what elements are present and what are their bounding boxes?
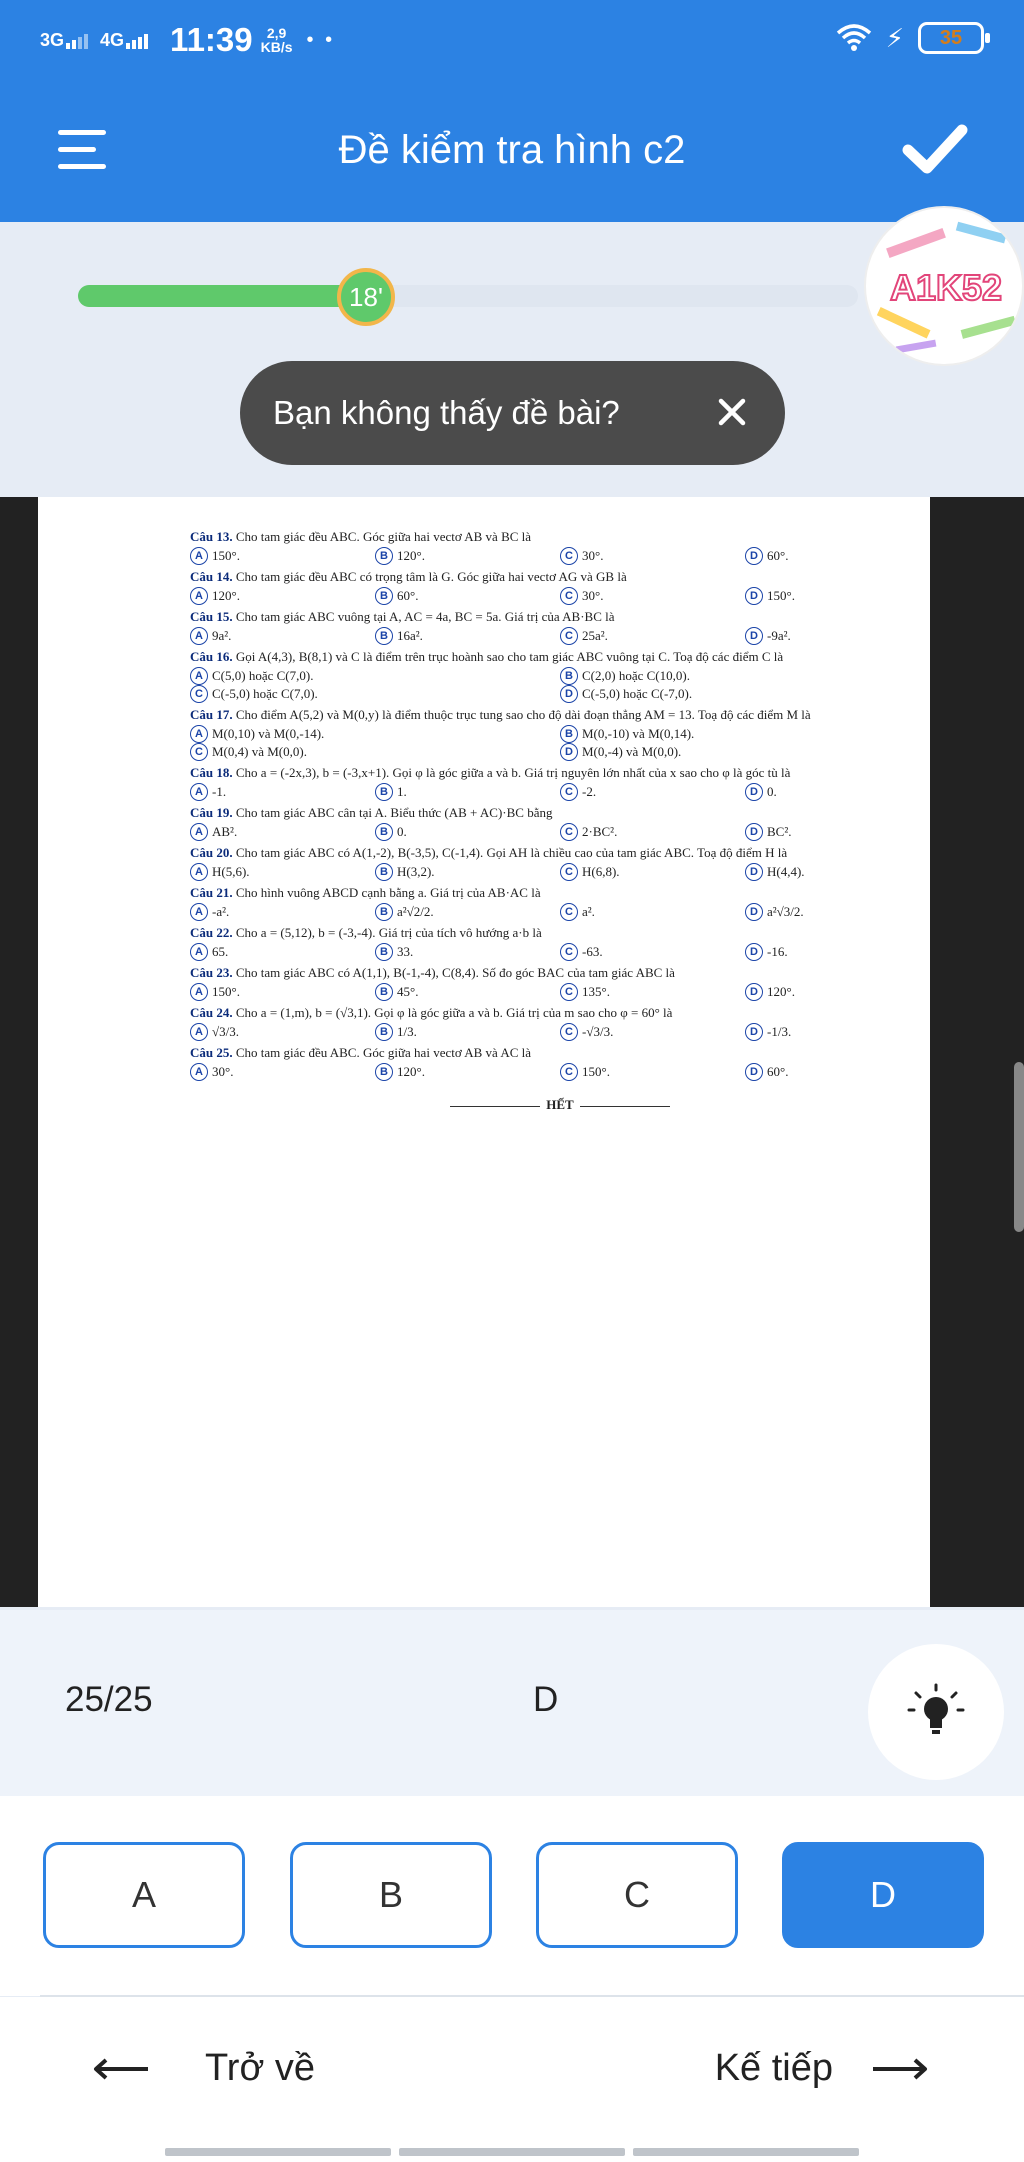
option — [745, 547, 930, 565]
question-text: Cho tam giác ABC vuông tại A, AC = 4a, BC = 5a. Giá trị của AB·BC là — [235, 609, 615, 624]
top-bar — [0, 0, 1024, 222]
option-letter: C — [560, 547, 578, 565]
option-letter: A — [190, 627, 208, 645]
system-nav-bar — [0, 2148, 1024, 2162]
option-letter: A — [190, 1063, 208, 1081]
option — [190, 725, 560, 743]
network-3g — [40, 31, 88, 49]
lightbulb-icon — [906, 1682, 966, 1742]
back-button[interactable] — [92, 2047, 315, 2090]
question-text: Cho tam giác ABC có A(1,-2), B(-3,5), C(-1,4). Gọi AH là chiều cao của tam giác ABC. Toạ độ điểm H là — [235, 845, 788, 860]
question-block — [190, 649, 930, 703]
question-number: Câu 13. — [190, 529, 233, 544]
option-letter: C — [560, 983, 578, 1001]
option-value: AB². — [212, 824, 238, 839]
next-button[interactable] — [715, 2047, 929, 2090]
missing-exam-toast[interactable] — [240, 361, 785, 465]
option-letter: D — [745, 823, 763, 841]
battery-icon — [918, 22, 984, 54]
question-text: Cho tam giác ABC có A(1,1), B(-1,-4), C(8,4). Số đo góc BAC của tam giác ABC là — [235, 965, 675, 980]
choice-b-button[interactable]: B — [290, 1842, 492, 1948]
question-stem — [190, 965, 930, 980]
option-letter: D — [745, 983, 763, 1001]
question-block — [190, 609, 930, 645]
option — [375, 627, 560, 645]
option-letter: A — [190, 863, 208, 881]
option-value: M(0,10) và M(0,-14). — [212, 726, 325, 741]
option-value: C(-5,0) hoặc C(7,0). — [212, 686, 318, 701]
question-block — [190, 1005, 930, 1041]
question-stem — [190, 845, 930, 860]
option — [375, 943, 560, 961]
question-block — [190, 805, 930, 841]
speed-value: 2,9 — [266, 25, 287, 41]
option — [745, 587, 930, 605]
option-letter: D — [560, 685, 578, 703]
option — [560, 1023, 745, 1041]
option-list — [190, 547, 930, 565]
charging-icon: ⚡ — [885, 22, 904, 53]
exam-viewer[interactable] — [0, 497, 1024, 1607]
question-block — [190, 569, 930, 605]
option-list — [190, 903, 930, 921]
option-value: 25a². — [582, 628, 608, 643]
option — [560, 627, 745, 645]
question-text: Cho a = (-2x,3), b = (-3,x+1). Gọi φ là góc giữa a và b. Giá trị nguyên lớn nhất của x sao cho φ là góc tù là — [235, 765, 791, 780]
page-title: Đề kiểm tra hình c2 — [338, 128, 686, 172]
option-value: 9a². — [212, 628, 232, 643]
option — [560, 587, 745, 605]
option-letter: B — [375, 547, 393, 565]
question-number: Câu 18. — [190, 765, 233, 780]
option — [560, 983, 745, 1001]
question-text: Cho hình vuông ABCD cạnh bằng a. Giá trị của AB·AC là — [235, 885, 541, 900]
option-value: 33. — [397, 944, 414, 959]
choice-a-button[interactable]: A — [43, 1842, 245, 1948]
option-letter: D — [745, 1023, 763, 1041]
arrow-left-icon — [92, 2058, 150, 2080]
option — [190, 547, 375, 565]
selected-answer: D — [533, 1680, 559, 1719]
question-text: Cho điểm A(5,2) và M(0,y) là điểm thuộc trục tung sao cho độ dài đoạn thẳng AM = 13. Toạ độ các điểm M là — [235, 707, 811, 722]
option-letter: B — [375, 783, 393, 801]
option-letter: A — [190, 587, 208, 605]
question-text: Cho tam giác ABC cân tại A. Biểu thức (AB + AC)·BC bằng — [235, 805, 553, 820]
option — [190, 1063, 375, 1081]
question-block — [190, 529, 930, 565]
option-letter: B — [375, 823, 393, 841]
signal-icon — [66, 34, 88, 49]
option — [375, 1023, 560, 1041]
option-list — [190, 1063, 930, 1081]
option-value: H(4,4). — [767, 864, 805, 879]
option-value: 120°. — [212, 588, 240, 603]
option — [745, 863, 930, 881]
option-list — [190, 863, 930, 881]
option-value: 135°. — [582, 984, 610, 999]
question-stem — [190, 1045, 930, 1060]
question-block — [190, 765, 930, 801]
option-letter: B — [375, 863, 393, 881]
option-letter: A — [190, 667, 208, 685]
scrollbar[interactable] — [1014, 1062, 1024, 1232]
question-number: Câu 22. — [190, 925, 233, 940]
option-list — [190, 627, 930, 645]
answer-choices — [0, 1796, 1024, 1996]
option — [375, 983, 560, 1001]
option-list — [190, 725, 930, 761]
network-4g-label: 4G — [100, 30, 125, 50]
question-stem — [190, 885, 930, 900]
option-letter: A — [190, 783, 208, 801]
option-value: M(0,4) và M(0,0). — [212, 744, 307, 759]
option — [745, 627, 930, 645]
option — [375, 783, 560, 801]
option-letter: D — [745, 587, 763, 605]
option — [375, 587, 560, 605]
option-value: H(6,8). — [582, 864, 620, 879]
option-letter: D — [745, 627, 763, 645]
option-list — [190, 783, 930, 801]
question-stem — [190, 649, 930, 664]
network-speed — [261, 26, 293, 54]
close-icon[interactable] — [717, 397, 747, 427]
battery-level: 35 — [939, 26, 963, 49]
hint-button[interactable] — [868, 1644, 1004, 1780]
option-value: 120°. — [767, 984, 795, 999]
avatar-text: A1K52 — [889, 267, 1003, 308]
option-letter: C — [560, 587, 578, 605]
option — [375, 547, 560, 565]
option-letter: D — [745, 863, 763, 881]
timer-badge: 18' — [337, 268, 395, 326]
option — [745, 783, 930, 801]
option-value: -1/3. — [767, 1024, 792, 1039]
option-letter: A — [190, 1023, 208, 1041]
option-value: 2·BC². — [582, 824, 618, 839]
arrow-right-icon — [871, 2058, 929, 2080]
option-value: 30°. — [582, 548, 604, 563]
question-stem — [190, 805, 930, 820]
option-value: √3/3. — [212, 1024, 239, 1039]
option-value: -63. — [582, 944, 603, 959]
option-value: a²√3/2. — [767, 904, 804, 919]
option — [560, 783, 745, 801]
status-bar — [0, 0, 1024, 80]
question-block — [190, 1045, 930, 1081]
submit-check-icon[interactable] — [902, 122, 968, 176]
option-value: 60°. — [767, 1064, 789, 1079]
option-value: BC². — [767, 824, 792, 839]
option-value: -2. — [582, 784, 597, 799]
option-value: -16. — [767, 944, 788, 959]
option-list — [190, 943, 930, 961]
option — [560, 903, 745, 921]
question-text: Cho a = (5,12), b = (-3,-4). Giá trị của tích vô hướng a·b là — [235, 925, 542, 940]
option — [375, 863, 560, 881]
option-letter: B — [375, 627, 393, 645]
bottom-nav — [0, 1997, 1024, 2162]
option-value: a²√2/2. — [397, 904, 434, 919]
option — [190, 783, 375, 801]
option — [190, 1023, 375, 1041]
option-letter: C — [560, 627, 578, 645]
option — [190, 903, 375, 921]
question-number: Câu 19. — [190, 805, 233, 820]
option — [745, 903, 930, 921]
option-value: 60°. — [397, 588, 419, 603]
option-letter: D — [560, 743, 578, 761]
back-label: Trở về — [205, 2047, 316, 2089]
option-value: 150°. — [582, 1064, 610, 1079]
question-number: Câu 14. — [190, 569, 233, 584]
question-block — [190, 885, 930, 921]
option-letter: D — [745, 547, 763, 565]
option — [190, 863, 375, 881]
question-block — [190, 965, 930, 1001]
app-bar — [0, 92, 1024, 212]
option-letter: B — [375, 903, 393, 921]
question-number: Câu 17. — [190, 707, 233, 722]
option-value: -1. — [212, 784, 227, 799]
option-value: H(5,6). — [212, 864, 250, 879]
option-value: H(3,2). — [397, 864, 435, 879]
option-list — [190, 983, 930, 1001]
option-value: M(0,-10) và M(0,14). — [582, 726, 695, 741]
question-number: Câu 20. — [190, 845, 233, 860]
option-value: 30°. — [582, 588, 604, 603]
option-letter: B — [375, 1023, 393, 1041]
option-value: 0. — [767, 784, 777, 799]
option — [745, 1023, 930, 1041]
question-count: 25/25 — [65, 1680, 153, 1719]
option — [375, 1063, 560, 1081]
option-value: 150°. — [212, 548, 240, 563]
question-stem — [190, 1005, 930, 1020]
option-value: 45°. — [397, 984, 419, 999]
question-number: Câu 24. — [190, 1005, 233, 1020]
next-label: Kế tiếp — [714, 2047, 833, 2089]
question-text: Gọi A(4,3), B(8,1) và C là điểm trên trục hoành sao cho tam giác ABC vuông tại C. Toạ độ các điểm C là — [235, 649, 784, 664]
option — [560, 863, 745, 881]
option-value: C(2,0) hoặc C(10,0). — [582, 668, 690, 683]
question-block — [190, 845, 930, 881]
option-list — [190, 587, 930, 605]
question-text: Cho tam giác đều ABC có trọng tâm là G. Góc giữa hai vectơ AG và GB là — [235, 569, 627, 584]
option-letter: C — [560, 863, 578, 881]
option-value: C(-5,0) hoặc C(-7,0). — [582, 686, 693, 701]
option — [190, 983, 375, 1001]
question-stem — [190, 609, 930, 624]
option-letter: C — [190, 685, 208, 703]
option-letter: B — [375, 587, 393, 605]
option — [560, 667, 930, 685]
option-letter: A — [190, 983, 208, 1001]
option — [560, 725, 930, 743]
option — [745, 983, 930, 1001]
progress-track — [78, 285, 858, 307]
option-value: -a². — [212, 904, 230, 919]
exam-document — [38, 497, 930, 1607]
question-text: Cho tam giác đều ABC. Góc giữa hai vectơ AB và BC là — [235, 529, 532, 544]
option — [375, 903, 560, 921]
option — [560, 685, 930, 703]
option-value: 150°. — [212, 984, 240, 999]
question-block — [190, 707, 930, 761]
option-value: 16a². — [397, 628, 423, 643]
option-list — [190, 823, 930, 841]
progress-fill — [78, 285, 374, 307]
question-stem — [190, 569, 930, 584]
option-value: 60°. — [767, 548, 789, 563]
option-list — [190, 667, 930, 703]
option-value: -9a². — [767, 628, 791, 643]
option — [190, 627, 375, 645]
choice-d-button[interactable]: D — [782, 1842, 984, 1948]
option-value: a². — [582, 904, 595, 919]
option-letter: A — [190, 943, 208, 961]
option-value: 150°. — [767, 588, 795, 603]
option-value: 1. — [397, 784, 407, 799]
option-letter: B — [560, 725, 578, 743]
question-text: Cho tam giác đều ABC. Góc giữa hai vectơ AB và AC là — [235, 1045, 532, 1060]
option-letter: A — [190, 547, 208, 565]
option-letter: C — [560, 903, 578, 921]
network-4g — [100, 31, 148, 49]
question-number: Câu 23. — [190, 965, 233, 980]
option-value: 120°. — [397, 1064, 425, 1079]
question-stem — [190, 925, 930, 940]
question-text: Cho a = (1,m), b = (√3,1). Gọi φ là góc giữa a và b. Giá trị của m sao cho φ = 60° là — [235, 1005, 673, 1020]
option-letter: B — [375, 1063, 393, 1081]
option — [745, 1063, 930, 1081]
option — [560, 1063, 745, 1081]
option-letter: D — [745, 1063, 763, 1081]
option — [190, 943, 375, 961]
answer-strip — [0, 1610, 1024, 1796]
option-value: M(0,-4) và M(0,0). — [582, 744, 682, 759]
avatar[interactable] — [864, 206, 1024, 366]
option-value: 30°. — [212, 1064, 234, 1079]
clock: 11:39 — [170, 21, 253, 58]
option-letter: C — [560, 823, 578, 841]
option-letter: D — [745, 943, 763, 961]
option — [560, 743, 930, 761]
option — [560, 823, 745, 841]
option-value: 120°. — [397, 548, 425, 563]
choice-c-button[interactable]: C — [536, 1842, 738, 1948]
option-letter: B — [560, 667, 578, 685]
option-value: 1/3. — [397, 1024, 417, 1039]
question-number: Câu 21. — [190, 885, 233, 900]
option-letter: C — [560, 943, 578, 961]
option-value: 65. — [212, 944, 229, 959]
option-letter: C — [190, 743, 208, 761]
question-number: Câu 15. — [190, 609, 233, 624]
option — [560, 547, 745, 565]
question-stem — [190, 765, 930, 780]
option — [190, 743, 560, 761]
option — [745, 823, 930, 841]
option-value: C(5,0) hoặc C(7,0). — [212, 668, 314, 683]
end-marker: HẾT — [190, 1097, 930, 1113]
option-letter: D — [745, 903, 763, 921]
option-letter: A — [190, 725, 208, 743]
question-stem — [190, 707, 930, 722]
option-letter: B — [375, 983, 393, 1001]
option — [745, 943, 930, 961]
toast-text: Bạn không thấy đề bài? — [273, 394, 620, 431]
option-list — [190, 1023, 930, 1041]
wifi-icon — [836, 23, 872, 53]
network-3g-label: 3G — [40, 30, 65, 50]
option-letter: C — [560, 783, 578, 801]
question-block — [190, 925, 930, 961]
avatar-image — [866, 208, 1024, 366]
option — [190, 667, 560, 685]
option-value: -√3/3. — [582, 1024, 614, 1039]
option-letter: C — [560, 1063, 578, 1081]
notification-dots-icon: • • — [306, 28, 336, 51]
option — [560, 943, 745, 961]
option — [375, 823, 560, 841]
question-number: Câu 16. — [190, 649, 233, 664]
option-letter: C — [560, 1023, 578, 1041]
option-letter: B — [375, 943, 393, 961]
option-letter: A — [190, 823, 208, 841]
question-stem — [190, 529, 930, 544]
signal-icon — [126, 34, 148, 49]
option-value: 0. — [397, 824, 407, 839]
option — [190, 823, 375, 841]
question-number: Câu 25. — [190, 1045, 233, 1060]
option-letter: A — [190, 903, 208, 921]
option — [190, 587, 375, 605]
option-letter: D — [745, 783, 763, 801]
option — [190, 685, 560, 703]
speed-unit: KB/s — [260, 39, 293, 55]
